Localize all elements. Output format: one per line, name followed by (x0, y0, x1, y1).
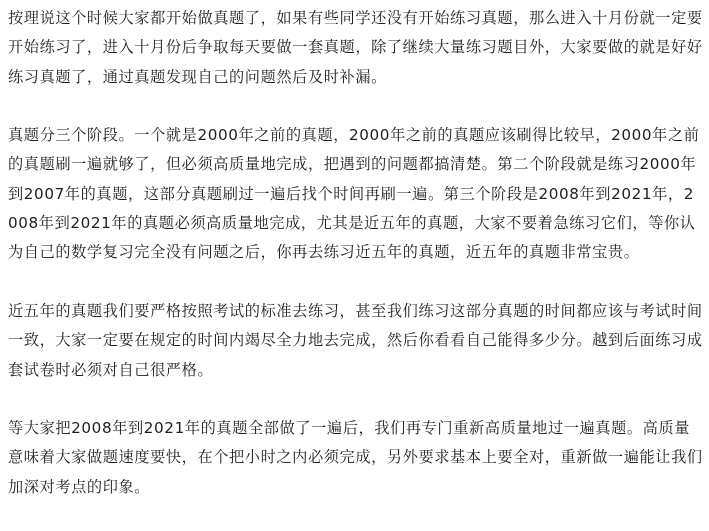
paragraph-intro: 按理说这个时候大家都开始做真题了，如果有些同学还没有开始练习真题，那么进入十月份就一定要开始练习了，进入十月份后争取每天要做一套真题，除了继续大量练习题目外，大家要做的就是好好练习真题了，通过真题发现自己的问题然后及时补漏。 (8, 9, 703, 86)
paragraph-review: 等大家把2008年到2021年的真题全部做了一遍后，我们再专门重新高质量地过一遍真题。高质量意味着大家做题速度要快，在个把小时之内必须完成，另外要求基本上要全对，重新做一遍能让我们加深对考点的印象。 (8, 419, 703, 496)
paragraph-recent-five-years: 近五年的真题我们要严格按照考试的标准去练习，甚至我们练习这部分真题的时间都应该与考试时间一致，大家一定要在规定的时间内竭尽全力地去完成，然后你看看自己能得多少分。越到后面练习成套试卷时必须对自己很严格。 (8, 301, 703, 379)
article-body (8, 0, 704, 531)
paragraph-three-stages: 真题分三个阶段。一个就是2000年之前的真题，2000年之前的真题应该刷得比较早，2000年之前的真题刷一遍就够了，但必须高质量地完成，把遇到的问题都搞清楚。第二个阶段就是练习2000年到2007年的真题，这部分真题刷过一遍后找个时间再刷一遍。第三个阶段是2008年到2021年，2008年到2021年的真题必须高质量地完成，尤其是近五年的真题，大家不要着急练习它们，等你认为自己的数学复习完全没有问题之后，你再去练习近五年的真题，近五年的真题非常宝贵。 (8, 126, 700, 262)
